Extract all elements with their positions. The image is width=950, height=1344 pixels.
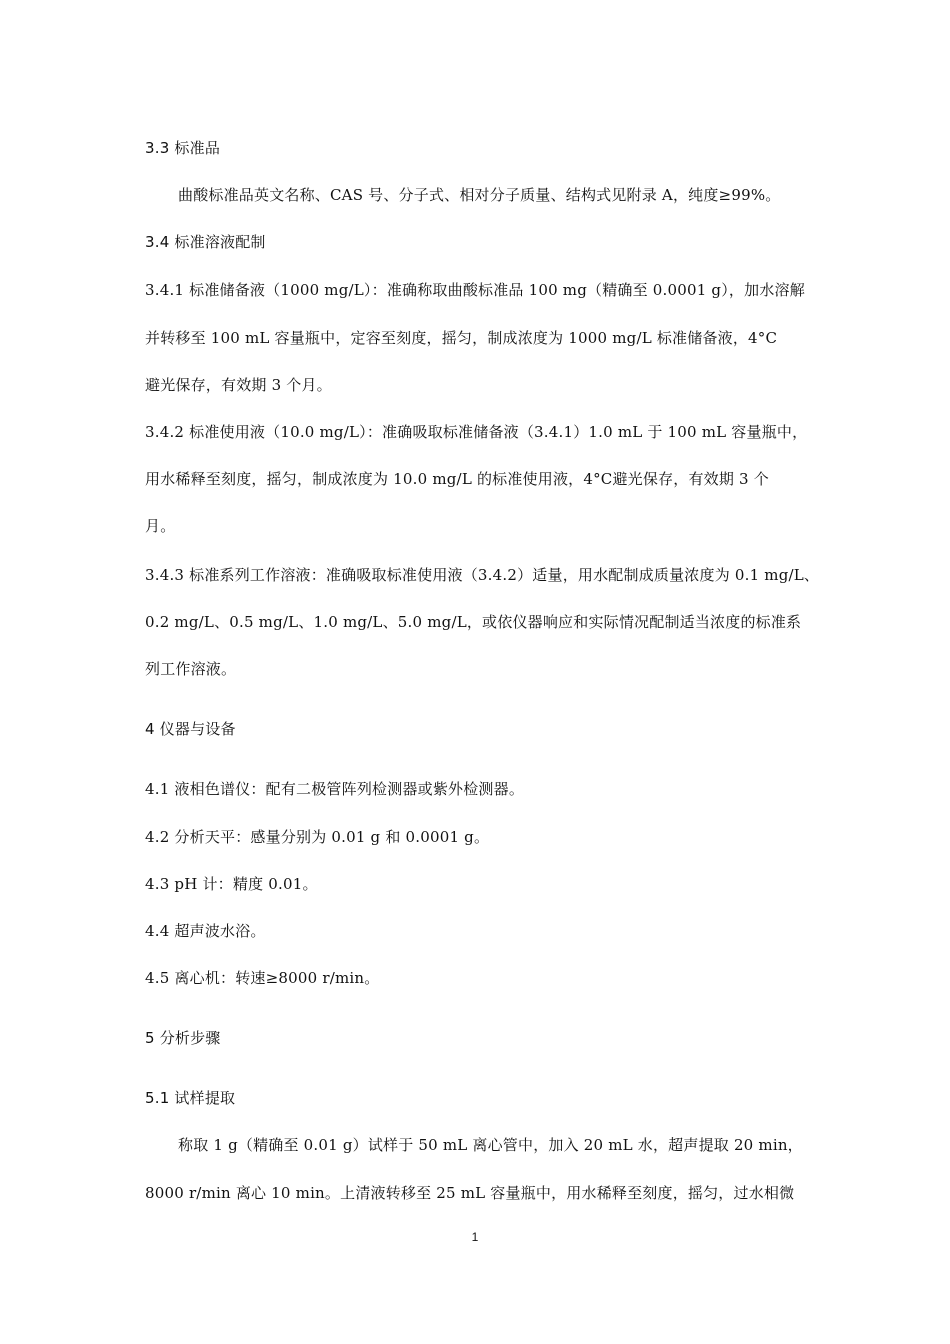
paragraph-3-4-3-line-1: 3.4.3 标准系列工作溶液：准确吸取标准使用液（3.4.2）适量，用水配制成质量浓度为 0.1 mg/L、 [145,566,820,584]
instrument-item-4-1: 4.1 液相色谱仪：配有二极管阵列检测器或紫外检测器。 [145,780,525,798]
paragraph-3-4-2-line-3: 月。 [145,517,176,535]
section-5-1-heading: 5.1 试样提取 [145,1089,236,1107]
paragraph-3-4-3-line-3: 列工作溶液。 [145,660,237,678]
paragraph-3-4-1-line-3: 避光保存，有效期 3 个月。 [145,376,332,394]
instrument-item-4-3: 4.3 pH 计：精度 0.01。 [145,875,318,893]
instrument-item-4-5: 4.5 离心机：转速≥8000 r/min。 [145,969,380,987]
section-4-heading: 4 仪器与设备 [145,720,236,738]
paragraph-3-4-2-line-2: 用水稀释至刻度，摇匀，制成浓度为 10.0 mg/L 的标准使用液，4°C避光保存，有效期 3 个 [145,470,769,488]
paragraph-3-4-1-line-1: 3.4.1 标准储备液（1000 mg/L）：准确称取曲酸标准品 100 mg（精确至 0.0001 g），加水溶解 [145,281,805,299]
page-number: 1 [471,1230,479,1244]
paragraph-3-4-3-line-2: 0.2 mg/L、0.5 mg/L、1.0 mg/L、5.0 mg/L，或依仪器响应和实际情况配制适当浓度的标准系 [145,613,802,631]
section-3-3-heading: 3.3 标准品 [145,139,221,157]
paragraph-5-1-line-2: 8000 r/min 离心 10 min。上清液转移至 25 mL 容量瓶中，用水稀释至刻度，摇匀，过水相微 [145,1184,795,1202]
section-3-4-heading: 3.4 标准溶液配制 [145,233,266,251]
paragraph-3-4-1-line-2: 并转移至 100 mL 容量瓶中，定容至刻度，摇匀，制成浓度为 1000 mg/L 标准储备液，4°C [145,329,778,347]
paragraph-5-1-line-1: 称取 1 g（精确至 0.01 g）试样于 50 mL 离心管中，加入 20 mL 水，超声提取 20 min， [178,1136,803,1154]
instrument-item-4-4: 4.4 超声波水浴。 [145,922,266,940]
instrument-item-4-2: 4.2 分析天平：感量分别为 0.01 g 和 0.0001 g。 [145,828,490,846]
section-5-heading: 5 分析步骤 [145,1029,221,1047]
section-3-3-paragraph: 曲酸标准品英文名称、CAS 号、分子式、相对分子质量、结构式见附录 A，纯度≥99%。 [178,186,781,204]
paragraph-3-4-2-line-1: 3.4.2 标准使用液（10.0 mg/L）：准确吸取标准储备液（3.4.1）1.0 mL 于 100 mL 容量瓶中， [145,423,808,441]
